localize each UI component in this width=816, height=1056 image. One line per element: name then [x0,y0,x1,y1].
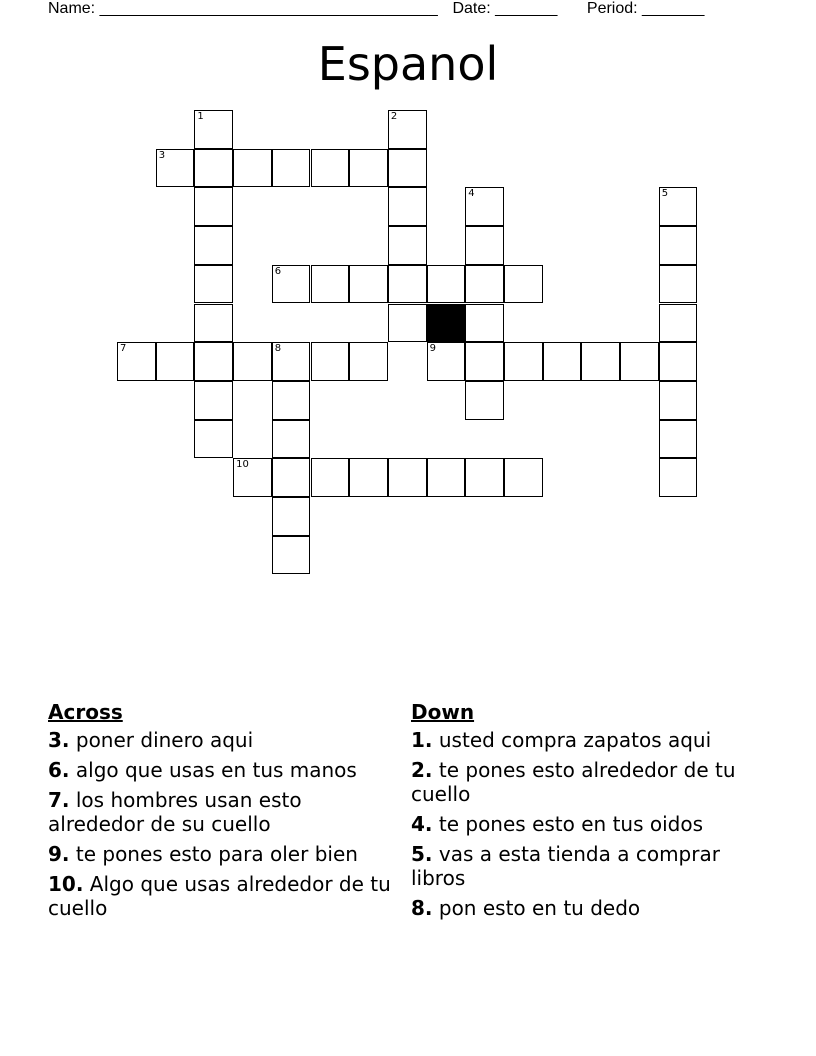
clue-text: usted compra zapatos aqui [438,728,712,752]
grid-cell[interactable] [504,458,543,497]
clue-number: 6. [48,758,70,782]
grid-cell[interactable] [349,149,388,188]
clue-text: poner dinero aqui [75,728,254,752]
grid-cell[interactable] [156,149,195,188]
clue-number: 8. [411,896,433,920]
grid-cell[interactable] [659,381,698,420]
grid-cell[interactable] [659,226,698,265]
grid-cell[interactable] [194,149,233,188]
grid-cell[interactable] [427,265,466,304]
grid-cell[interactable] [388,304,427,343]
grid-cell[interactable] [272,420,311,459]
grid-cell[interactable] [349,265,388,304]
clue-number: 1. [411,728,433,752]
grid-cell[interactable] [194,420,233,459]
period-field[interactable]: Period: _______ [586,0,705,17]
down-clue [411,896,751,920]
grid-cell[interactable] [659,187,698,226]
date-field[interactable]: Date: _______ [452,0,558,17]
across-clues [48,700,396,926]
grid-cell[interactable] [311,342,350,381]
clue-number: 10. [48,872,84,896]
grid-cell[interactable] [465,226,504,265]
grid-cell[interactable] [504,342,543,381]
clue-number: 1 [197,111,204,122]
across-clue [48,788,396,836]
grid-cell[interactable] [311,458,350,497]
grid-cell[interactable] [465,342,504,381]
grid-cell[interactable] [427,458,466,497]
clue-number: 2. [411,758,433,782]
across-clue [48,728,396,752]
grid-cell[interactable] [272,149,311,188]
down-clue [411,728,751,752]
grid-cell[interactable] [659,342,698,381]
clue-text: pon esto en tu dedo [438,896,641,920]
grid-cell[interactable] [194,342,233,381]
clue-number: 5. [411,842,433,866]
grid-cell[interactable] [233,458,272,497]
grid-cell[interactable] [311,265,350,304]
grid-cell[interactable] [194,226,233,265]
grid-cell[interactable] [659,304,698,343]
grid-cell[interactable] [388,149,427,188]
clue-number: 9 [429,343,436,355]
grid-cell[interactable] [465,187,504,226]
grid-cell[interactable] [349,342,388,381]
grid-cell[interactable] [659,265,698,304]
grid-cell[interactable] [233,149,272,188]
grid-cell[interactable] [194,187,233,226]
grid-cell[interactable] [620,342,659,381]
grid-cell[interactable] [272,265,311,304]
across-heading: Across [48,700,123,724]
grid-cell[interactable] [465,304,504,343]
across-clue [48,758,396,782]
clue-number: 4. [411,812,433,836]
grid-cell[interactable] [465,265,504,304]
across-clue [48,842,396,866]
grid-cell[interactable] [272,458,311,497]
clue-text: algo que usas en tus manos [75,758,357,782]
grid-cell[interactable] [311,149,350,188]
page-title: Espanol [317,37,499,91]
grid-cell[interactable] [388,187,427,226]
clue-number: 7 [120,343,127,355]
grid-cell[interactable] [388,110,427,149]
name-field[interactable]: Name: ______________________________________ [48,0,438,17]
grid-cell[interactable] [349,458,388,497]
down-clues [411,700,751,926]
grid-cell[interactable] [465,458,504,497]
down-clue [411,812,751,836]
grid-cell[interactable] [272,342,311,381]
clue-number: 5 [661,188,669,200]
across-clue [48,872,396,920]
grid-cell[interactable] [659,420,698,459]
clue-text: te pones esto para oler bien [75,842,358,866]
grid-cell[interactable] [272,536,311,575]
clue-text: te pones esto en tus oidos [438,812,704,836]
grid-cell[interactable] [194,110,233,149]
grid-cell[interactable] [117,342,156,381]
clue-text: vas a esta tienda a comprar libros [411,842,720,890]
clue-text: te pones esto alrededor de tu cuello [411,758,736,806]
grid-cell[interactable] [659,458,698,497]
black-cell [427,304,466,343]
clue-number: 2 [390,111,398,122]
grid-cell[interactable] [194,304,233,343]
down-clue [411,842,751,890]
grid-cell[interactable] [388,226,427,265]
grid-cell[interactable] [156,342,195,381]
grid-cell[interactable] [272,497,311,536]
clue-number: 9. [48,842,70,866]
clue-number: 6 [274,265,282,277]
clue-number: 3 [158,149,166,161]
clue-number: 4 [468,188,475,200]
grid-cell[interactable] [388,265,427,304]
clue-number: 7. [48,788,70,812]
grid-cell[interactable] [233,342,272,381]
grid-cell[interactable] [194,265,233,304]
clue-number: 8 [274,343,282,355]
clue-number: 10 [236,459,249,471]
grid-cell[interactable] [581,342,620,381]
grid-cell[interactable] [465,381,504,420]
grid-cell[interactable] [194,381,233,420]
clue-text: los hombres usan esto alrededor de su cuello [48,788,302,836]
clue-number: 3. [48,728,70,752]
grid-cell[interactable] [543,342,582,381]
down-clue [411,758,751,806]
grid-cell[interactable] [388,458,427,497]
clue-text: Algo que usas alrededor de tu cuello [48,872,391,920]
down-heading: Down [411,700,475,724]
grid-cell[interactable] [427,342,466,381]
grid-cell[interactable] [272,381,311,420]
grid-cell[interactable] [504,265,543,304]
